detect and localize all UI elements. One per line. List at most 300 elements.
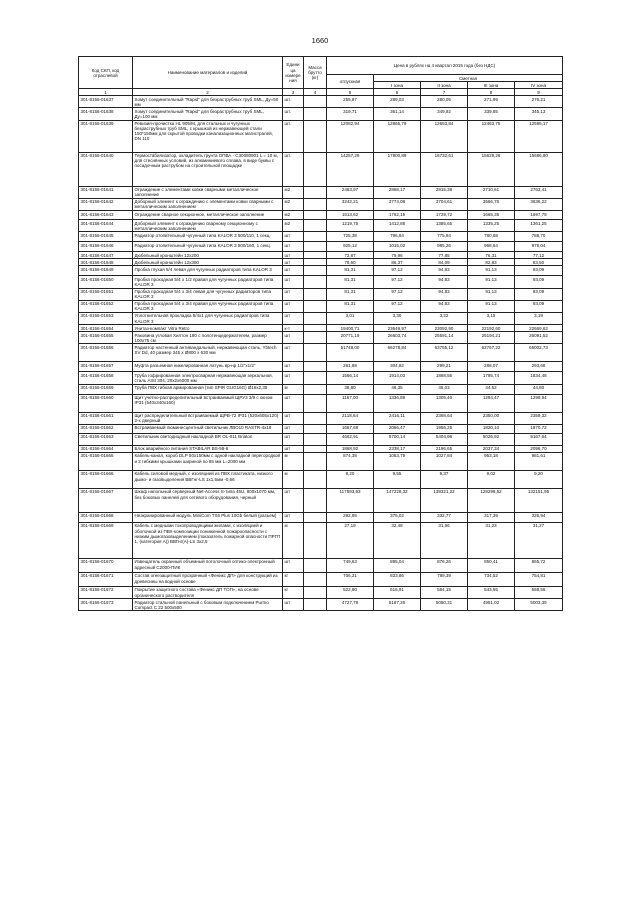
price-zone3: 2037,34 bbox=[468, 445, 515, 452]
price-zone1: 66278,84 bbox=[374, 344, 421, 362]
item-unit: м2 bbox=[283, 211, 304, 220]
item-mass bbox=[304, 445, 327, 452]
item-mass bbox=[304, 586, 327, 598]
price-release: 78,60 bbox=[327, 259, 374, 266]
item-name: Блок аварийного питания STABILAR BS-58-6 bbox=[133, 445, 283, 452]
price-release: 12082,94 bbox=[327, 120, 374, 152]
price-zone1: 1015,02 bbox=[374, 242, 421, 252]
item-name: Хомут соединительный "Rapid" для безраструбных труб SML, Ду=50 мм bbox=[133, 96, 283, 108]
price-zone2: 12653,84 bbox=[421, 120, 468, 152]
item-mass bbox=[304, 433, 327, 445]
header-zone4: IV зона bbox=[515, 82, 563, 89]
price-zone4: 326,94 bbox=[515, 512, 563, 522]
item-mass bbox=[304, 470, 327, 488]
item-name: Покрытие защитного состава «Феникс ДП ТОП», на основе органического растворителя bbox=[133, 586, 283, 598]
item-code: 301-8156-01657 bbox=[79, 362, 133, 372]
price-zone1: 97,12 bbox=[374, 266, 421, 276]
price-zone1: 23649,97 bbox=[374, 325, 421, 332]
price-zone1: 361,14 bbox=[374, 108, 421, 120]
table-row bbox=[79, 300, 563, 312]
table-row bbox=[79, 120, 563, 152]
item-mass bbox=[304, 332, 327, 344]
header-unit: Едини ца измере ния bbox=[283, 57, 304, 89]
price-zone1: 79,96 bbox=[374, 252, 421, 259]
item-unit: шт bbox=[283, 372, 304, 384]
column-number: 7 bbox=[421, 89, 468, 96]
price-zone2: 1868,56 bbox=[421, 372, 468, 384]
item-name: Уплотнительная прокладка 5/4х1 для чугунных радиаторов типа KALOR 3 bbox=[133, 312, 283, 324]
item-code: 301-8156-01640 bbox=[79, 152, 133, 186]
price-zone3: 128299,52 bbox=[468, 488, 515, 512]
item-code: 301-8156-01647 bbox=[79, 252, 133, 259]
price-zone1: 17800,89 bbox=[374, 152, 421, 186]
item-name: Состав огнезащитный прозрачный «Феникс ДП» для конструкций из древесины на водной основе bbox=[133, 572, 283, 586]
item-name: Доборный элемент к ограждению с элементами ковки сварными с металлическим заполнением bbox=[133, 198, 283, 210]
table-row bbox=[79, 558, 563, 572]
table-row bbox=[79, 412, 563, 424]
price-zone4: 31,27 bbox=[515, 522, 563, 558]
price-zone1: 97,12 bbox=[374, 288, 421, 300]
price-zone2: 280,05 bbox=[421, 96, 468, 108]
price-zone2: 985,26 bbox=[421, 242, 468, 252]
price-zone1: 1762,15 bbox=[374, 211, 421, 220]
price-release: 2118,64 bbox=[327, 412, 374, 424]
price-zone2: 876,26 bbox=[421, 558, 468, 572]
price-zone4: 865,72 bbox=[515, 558, 563, 572]
price-zone1: 147228,32 bbox=[374, 488, 421, 512]
price-zone1: 26603,74 bbox=[374, 332, 421, 344]
price-release: 19400,71 bbox=[327, 325, 374, 332]
table-row bbox=[79, 312, 563, 324]
item-unit: шт bbox=[283, 424, 304, 433]
column-number: 8 bbox=[468, 89, 515, 96]
price-zone3: 22192,60 bbox=[468, 325, 515, 332]
price-zone2: 94,83 bbox=[421, 288, 468, 300]
price-zone3: 317,39 bbox=[468, 512, 515, 522]
price-release: 81,31 bbox=[327, 288, 374, 300]
item-unit: м2 bbox=[283, 220, 304, 232]
item-mass bbox=[304, 325, 327, 332]
header-code: Код СКП, код отраслевой bbox=[79, 57, 133, 89]
item-name: Пробка проходная 5/4 х 3/4 правая для чугунных радиаторов типа KALOR 3 bbox=[133, 300, 283, 312]
price-zone3: 31,23 bbox=[468, 522, 515, 558]
table-row bbox=[79, 572, 563, 586]
price-release: 706,21 bbox=[327, 572, 374, 586]
price-zone1: 46,35 bbox=[374, 384, 421, 394]
table-row bbox=[79, 242, 563, 252]
item-mass bbox=[304, 220, 327, 232]
item-mass bbox=[304, 412, 327, 424]
item-name: Доборный элемент к ограждению сварному секционному с металлическим заполнением bbox=[133, 220, 283, 232]
table-row bbox=[79, 108, 563, 120]
item-code: 301-8156-01659 bbox=[79, 384, 133, 394]
price-zone3: 9,02 bbox=[468, 470, 515, 488]
item-name: Ограждение сварное секционное, металлическое заполнение bbox=[133, 211, 283, 220]
price-zone3: 4951,02 bbox=[468, 599, 515, 611]
table-row bbox=[79, 152, 563, 186]
price-zone2: 1729,72 bbox=[421, 211, 468, 220]
column-number: 6 bbox=[374, 89, 421, 96]
item-unit: шт bbox=[283, 599, 304, 611]
price-zone3: 734,52 bbox=[468, 572, 515, 586]
item-mass bbox=[304, 344, 327, 362]
price-zone3: 271,99 bbox=[468, 96, 515, 108]
item-unit: шт bbox=[283, 242, 304, 252]
item-mass bbox=[304, 288, 327, 300]
item-name: Муфта разъемная никелированная латунь вр-нр 1/2"х1/2" bbox=[133, 362, 283, 372]
table-row bbox=[79, 325, 563, 332]
item-name: Труба гофрированная электросварная нержавеющая зеркальная, сталь AISI 304, 20х2х6000 мм bbox=[133, 372, 283, 384]
price-zone4: 93,09 bbox=[515, 300, 563, 312]
price-zone2: 2368,64 bbox=[421, 412, 468, 424]
price-zone2: 63755,12 bbox=[421, 344, 468, 362]
price-zone1: 375,02 bbox=[374, 512, 421, 522]
price-zone4: 978,04 bbox=[515, 242, 563, 252]
price-zone3: 82,83 bbox=[468, 259, 515, 266]
price-zone2: 84,09 bbox=[421, 259, 468, 266]
price-zone1: 3,30 bbox=[374, 312, 421, 324]
price-zone3: 968,64 bbox=[468, 242, 515, 252]
price-zone1: 796,84 bbox=[374, 232, 421, 242]
item-mass bbox=[304, 232, 327, 242]
price-zone4: 44,80 bbox=[515, 384, 563, 394]
price-release: 319,71 bbox=[327, 108, 374, 120]
price-zone4: 345,13 bbox=[515, 108, 563, 120]
price-zone1: 86,37 bbox=[374, 259, 421, 266]
header-estimate: Сметная bbox=[374, 75, 563, 82]
table-row bbox=[79, 445, 563, 452]
item-name: Кабель с медными токопроводящими жилами, с изоляцией и оболочкой из ПВХ-композиции пониженной пожароопасности с низким дымогазовыделением (показатель пожарной опасности ПРГП 1, (категория А)) ВВГнг(А)-LS 3х2,5 bbox=[133, 522, 283, 558]
table-row bbox=[79, 266, 563, 276]
item-unit: шт bbox=[283, 488, 304, 512]
item-unit: шт bbox=[283, 332, 304, 344]
item-mass bbox=[304, 599, 327, 611]
price-release: 8,20 bbox=[327, 470, 374, 488]
item-name: Раковина угловая Хилтон 180 с полотенцедержателем, размер 100х75 см bbox=[133, 332, 283, 344]
item-name: Унитаз-компакт Vitra Retro bbox=[133, 325, 283, 332]
table-row bbox=[79, 332, 563, 344]
table-row bbox=[79, 372, 563, 384]
item-mass bbox=[304, 96, 327, 108]
item-unit: м bbox=[283, 470, 304, 488]
price-zone3: 543,55 bbox=[468, 586, 515, 598]
item-mass bbox=[304, 394, 327, 412]
price-zone3: 3566,76 bbox=[468, 198, 515, 210]
price-zone3: 780,68 bbox=[468, 232, 515, 242]
price-zone1: 616,91 bbox=[374, 586, 421, 598]
price-release: 4662,91 bbox=[327, 433, 374, 445]
table-header bbox=[79, 57, 563, 96]
price-release: 81,31 bbox=[327, 300, 374, 312]
page-number: 1660 bbox=[311, 36, 329, 45]
item-unit: шт bbox=[283, 344, 304, 362]
table-row bbox=[79, 288, 563, 300]
price-release: 725,38 bbox=[327, 232, 374, 242]
price-zone1: 833,86 bbox=[374, 572, 421, 586]
price-zone3: 1335,25 bbox=[468, 220, 515, 232]
price-zone1: 3774,08 bbox=[374, 198, 421, 210]
item-name: Кабель-канал, короб DLP 50х150мм с одной накладкой перегородкой и 2 гибкими крышками шириной по 85 мм L=2000 мм bbox=[133, 452, 283, 470]
item-mass bbox=[304, 276, 327, 288]
price-zone3: 25194,21 bbox=[468, 332, 515, 344]
item-code: 301-8156-01646 bbox=[79, 242, 133, 252]
column-number: 5 bbox=[327, 89, 374, 96]
item-unit: шт. bbox=[283, 108, 304, 120]
price-release: 1868,92 bbox=[327, 445, 374, 452]
price-zone3: 3,15 bbox=[468, 312, 515, 324]
price-release: 20771,19 bbox=[327, 332, 374, 344]
item-name: Встраиваемый люминесцентный светильник ЛВО10 RASTR-4х18 bbox=[133, 424, 283, 433]
column-number: 3 bbox=[283, 89, 304, 96]
price-zone2: 1385,65 bbox=[421, 220, 468, 232]
item-unit: кг bbox=[283, 586, 304, 598]
table-row bbox=[79, 259, 563, 266]
price-zone1: 97,12 bbox=[374, 276, 421, 288]
price-zone4: 93,09 bbox=[515, 288, 563, 300]
table-row bbox=[79, 586, 563, 598]
price-zone1: 5700,14 bbox=[374, 433, 421, 445]
item-code: 301-8156-01639 bbox=[79, 120, 133, 152]
price-zone2: 5404,96 bbox=[421, 433, 468, 445]
price-release: 3242,21 bbox=[327, 198, 374, 210]
header-zone1: I зона bbox=[374, 82, 421, 89]
price-zone3: 339,85 bbox=[468, 108, 515, 120]
price-zone4: 9,20 bbox=[515, 470, 563, 488]
price-zone4: 3,19 bbox=[515, 312, 563, 324]
price-zone4: 558,56 bbox=[515, 586, 563, 598]
header-price-group: Цена в рублях на 4 квартал 2015 года (без НДС) bbox=[327, 57, 563, 75]
price-zone4: 1870,72 bbox=[515, 424, 563, 433]
item-code: 301-8156-01653 bbox=[79, 312, 133, 324]
price-zone1: 1063,79 bbox=[374, 452, 421, 470]
price-release: 292,85 bbox=[327, 512, 374, 522]
table-row bbox=[79, 512, 563, 522]
price-zone2: 1305,40 bbox=[421, 394, 468, 412]
price-release: 1566,14 bbox=[327, 372, 374, 384]
price-zone3: 12463,75 bbox=[468, 120, 515, 152]
item-code: 301-8156-01673 bbox=[79, 599, 133, 611]
header-mass: Масса брутто (кг) bbox=[304, 57, 327, 89]
item-name: Хомут соединительный "Rapid" для безраструбных труб SML, Ду=100 мм bbox=[133, 108, 283, 120]
price-zone1: 2066,47 bbox=[374, 424, 421, 433]
item-name: Ограждение с элементами ковки сварными металлическое заполнение bbox=[133, 186, 283, 198]
item-unit: шт bbox=[283, 300, 304, 312]
price-zone2: 45,03 bbox=[421, 384, 468, 394]
item-code: 301-8156-01650 bbox=[79, 276, 133, 288]
item-mass bbox=[304, 252, 327, 259]
price-release: 81,31 bbox=[327, 266, 374, 276]
item-mass bbox=[304, 488, 327, 512]
column-numbers-row bbox=[79, 89, 563, 96]
item-name: Щит учетно-распределительный встраиваемый ЩРУ3 3/9 с окном IP31 (540х340х160) bbox=[133, 394, 283, 412]
price-release: 72,87 bbox=[327, 252, 374, 259]
item-name: Пробка глухая 5/4 левая для чугунных радиаторов типа KALOR 3 bbox=[133, 266, 283, 276]
item-unit: шт bbox=[283, 445, 304, 452]
price-zone2: 138321,22 bbox=[421, 488, 468, 512]
price-zone1: 32,48 bbox=[374, 522, 421, 558]
price-release: 38,80 bbox=[327, 384, 374, 394]
table-row bbox=[79, 220, 563, 232]
price-release: 2463,97 bbox=[327, 186, 374, 198]
price-zone3: 91,13 bbox=[468, 276, 515, 288]
item-unit: шт bbox=[283, 394, 304, 412]
item-unit: шт bbox=[283, 433, 304, 445]
table-row bbox=[79, 96, 563, 108]
item-code: 301-8156-01663 bbox=[79, 433, 133, 445]
price-zone2: 3704,61 bbox=[421, 198, 468, 210]
item-name: Дюбельный кронштейн 12х200 bbox=[133, 252, 283, 259]
item-mass bbox=[304, 424, 327, 433]
price-zone2: 94,83 bbox=[421, 300, 468, 312]
table-row bbox=[79, 276, 563, 288]
item-code: 301-8156-01672 bbox=[79, 586, 133, 598]
price-zone3: 288,07 bbox=[468, 362, 515, 372]
price-zone3: 15629,26 bbox=[468, 152, 515, 186]
item-unit: шт bbox=[283, 252, 304, 259]
table-row bbox=[79, 384, 563, 394]
price-zone2: 1027,84 bbox=[421, 452, 468, 470]
table-row bbox=[79, 424, 563, 433]
item-code: 301-8156-01645 bbox=[79, 232, 133, 242]
item-unit: шт. bbox=[283, 96, 304, 108]
price-zone1: 2868,17 bbox=[374, 186, 421, 198]
price-release: 749,63 bbox=[327, 558, 374, 572]
price-zone2: 94,83 bbox=[421, 266, 468, 276]
price-zone1: 12865,79 bbox=[374, 120, 421, 152]
price-zone4: 93,09 bbox=[515, 266, 563, 276]
item-code: 301-8156-01670 bbox=[79, 558, 133, 572]
price-zone4: 83,50 bbox=[515, 259, 563, 266]
price-zone1: 5187,26 bbox=[374, 599, 421, 611]
item-unit: шт bbox=[283, 259, 304, 266]
price-zone1: 895,04 bbox=[374, 558, 421, 572]
item-name: Неэкранированный модуль MiniCom TX6 Plus 10Gb белый (разъем) bbox=[133, 512, 283, 522]
item-mass bbox=[304, 512, 327, 522]
price-zone3: 91,13 bbox=[468, 288, 515, 300]
price-release: 1513,62 bbox=[327, 211, 374, 220]
item-mass bbox=[304, 572, 327, 586]
price-zone2: 77,85 bbox=[421, 252, 468, 259]
table-row bbox=[79, 211, 563, 220]
price-zone4: 276,21 bbox=[515, 96, 563, 108]
item-name: Пробка проходная 5/4 х 3/4 левая для чугунных радиаторов типа KALOR 3 bbox=[133, 288, 283, 300]
price-zone1: 97,12 bbox=[374, 300, 421, 312]
item-name: Дюбельный кронштейн 12х300 bbox=[133, 259, 283, 266]
item-name: Ревизия-прочистка HL 905/M, для стальных и чугунных безраструбных труб SML, с крышкой из нержавеющей стали 150*150мм для скрытой проводки канализационных магистралей, DN 110 bbox=[133, 120, 283, 152]
price-release: 3,01 bbox=[327, 312, 374, 324]
price-zone4: 12595,17 bbox=[515, 120, 563, 152]
item-name: Труба ПВХ гибкая армированная (тип SPIR GUG16G) Ø16х2,35 bbox=[133, 384, 283, 394]
item-mass bbox=[304, 522, 327, 558]
price-zone2: 775,94 bbox=[421, 232, 468, 242]
price-zone4: 65002,73 bbox=[515, 344, 563, 362]
item-unit: шт bbox=[283, 266, 304, 276]
item-code: 301-8156-01668 bbox=[79, 512, 133, 522]
item-code: 301-8156-01661 bbox=[79, 412, 133, 424]
price-zone2: 9,37 bbox=[421, 470, 468, 488]
price-zone4: 93,09 bbox=[515, 276, 563, 288]
item-code: 301-8156-01638 bbox=[79, 108, 133, 120]
price-zone4: 77,12 bbox=[515, 252, 563, 259]
price-zone2: 23092,90 bbox=[421, 325, 468, 332]
price-zone4: 1834,48 bbox=[515, 372, 563, 384]
price-zone1: 9,55 bbox=[374, 470, 421, 488]
price-zone3: 1665,35 bbox=[468, 211, 515, 220]
price-zone1: 304,82 bbox=[374, 362, 421, 372]
price-zone1: 289,03 bbox=[374, 96, 421, 108]
price-zone4: 1361,25 bbox=[515, 220, 563, 232]
item-mass bbox=[304, 452, 327, 470]
table-row bbox=[79, 198, 563, 210]
item-code: 301-8156-01641 bbox=[79, 186, 133, 198]
price-zone3: 44,52 bbox=[468, 384, 515, 394]
item-name: Термостабилизатор, охладитель грунта ОПВА - С30080901 L = 10 м, для стеснённых условий, из алюминиевого сплава, в виде буквы с посадочным раструбом на строительной площадке bbox=[133, 152, 283, 186]
item-mass bbox=[304, 242, 327, 252]
item-code: 301-8156-01665 bbox=[79, 452, 133, 470]
price-zone2: 789,39 bbox=[421, 572, 468, 586]
item-unit: шт. bbox=[283, 120, 304, 152]
item-unit: шт bbox=[283, 412, 304, 424]
price-zone4: 3636,22 bbox=[515, 198, 563, 210]
item-unit: к-т bbox=[283, 325, 304, 332]
item-code: 301-8156-01648 bbox=[79, 259, 133, 266]
item-code: 301-8156-01660 bbox=[79, 394, 133, 412]
price-zone4: 293,68 bbox=[515, 362, 563, 372]
price-zone4: 5003,39 bbox=[515, 599, 563, 611]
price-zone2: 1956,25 bbox=[421, 424, 468, 433]
item-code: 301-8156-01664 bbox=[79, 445, 133, 452]
price-release: 51748,00 bbox=[327, 344, 374, 362]
price-zone1: 1412,88 bbox=[374, 220, 421, 232]
price-zone1: 2416,11 bbox=[374, 412, 421, 424]
item-mass bbox=[304, 120, 327, 152]
header-zone2: II зона bbox=[421, 82, 468, 89]
price-zone4: 15686,80 bbox=[515, 152, 563, 186]
price-zone3: 953,18 bbox=[468, 452, 515, 470]
item-code: 301-8156-01652 bbox=[79, 300, 133, 312]
price-zone3: 1795,74 bbox=[468, 372, 515, 384]
price-zone3: 2710,61 bbox=[468, 186, 515, 198]
price-zone4: 2096,70 bbox=[515, 445, 563, 452]
item-unit: м2 bbox=[283, 186, 304, 198]
table-row bbox=[79, 232, 563, 242]
price-zone4: 1697,79 bbox=[515, 211, 563, 220]
item-mass bbox=[304, 558, 327, 572]
item-name: Радиатор отопительный чугунный типа KALOR 3 500/110, 1 секц. bbox=[133, 232, 283, 242]
price-zone3: 1294,47 bbox=[468, 394, 515, 412]
item-mass bbox=[304, 300, 327, 312]
item-mass bbox=[304, 312, 327, 324]
table-row bbox=[79, 470, 563, 488]
item-mass bbox=[304, 152, 327, 186]
item-name: Пробка проходная 5/4 х 1/2 правая для чугунных радиаторов типа KALOR 3 bbox=[133, 276, 283, 288]
item-unit: шт bbox=[283, 312, 304, 324]
table-row bbox=[79, 362, 563, 372]
price-release: 522,80 bbox=[327, 586, 374, 598]
item-name: Радиатор настенный антивандальный, нержавеющая сталь, Ybtech SV Dd, 40 размер 345 х Ø800 х 630 мм bbox=[133, 344, 283, 362]
item-code: 301-8156-01643 bbox=[79, 211, 133, 220]
price-table bbox=[78, 56, 563, 611]
price-release: 117593,53 bbox=[327, 488, 374, 512]
price-zone3: 2350,00 bbox=[468, 412, 515, 424]
item-mass bbox=[304, 211, 327, 220]
item-unit: м bbox=[283, 522, 304, 558]
price-zone4: 2359,32 bbox=[515, 412, 563, 424]
price-zone4: 26091,52 bbox=[515, 332, 563, 344]
item-name: Извещатель охранный объемный потолочный оптико-электронный адресный С2000-ПИК bbox=[133, 558, 283, 572]
price-zone2: 2815,38 bbox=[421, 186, 468, 198]
item-code: 301-8156-01669 bbox=[79, 522, 133, 558]
